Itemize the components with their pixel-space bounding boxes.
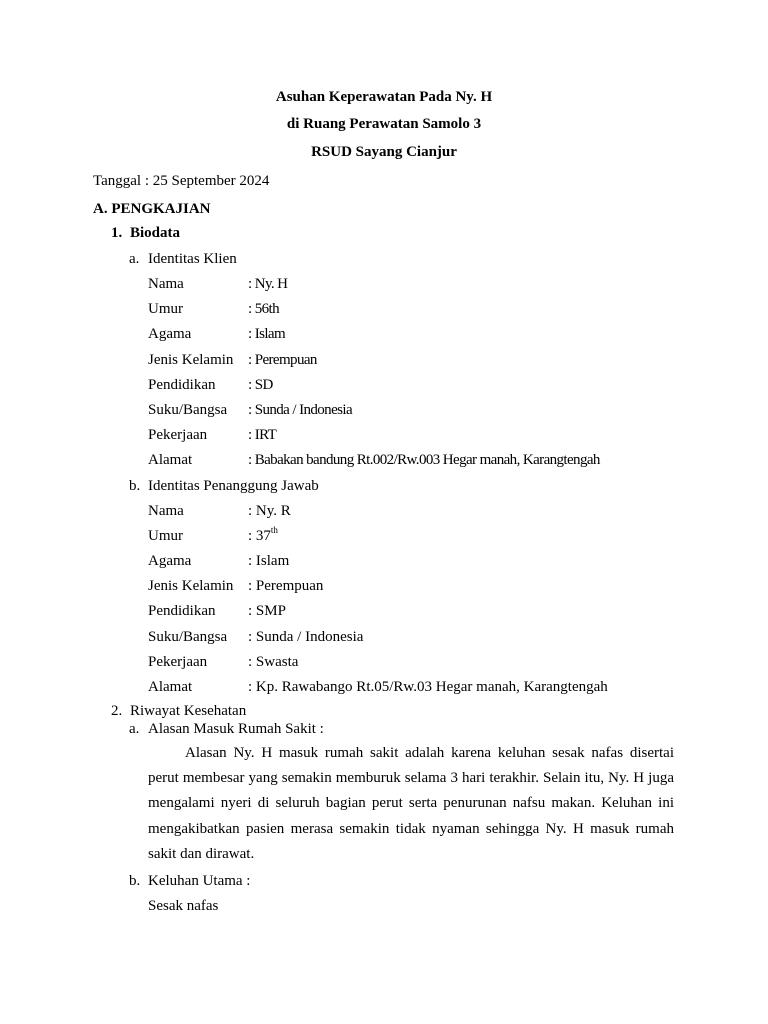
field-value: : Sunda / Indonesia xyxy=(248,629,364,645)
subheading-alasan-masuk: Alasan Masuk Rumah Sakit : xyxy=(148,721,324,737)
subitem-marker-b: b. xyxy=(129,873,141,889)
subheading-identitas-klien: Identitas Klien xyxy=(148,251,237,267)
field-value-with-superscript xyxy=(248,527,278,545)
field-label: Jenis Kelamin xyxy=(148,352,234,368)
field-value: : Perempuan xyxy=(248,352,317,368)
field-label: Umur xyxy=(148,528,183,544)
field-label: Jenis Kelamin xyxy=(148,578,234,594)
date-line: Tanggal : 25 September 2024 xyxy=(93,173,270,189)
document-title: Asuhan Keperawatan Pada Ny. H xyxy=(275,89,493,105)
superscript-unit: th xyxy=(270,525,278,535)
field-value: : Swasta xyxy=(248,654,299,670)
subitem-marker-a: a. xyxy=(129,251,140,267)
field-label: Umur xyxy=(148,301,183,317)
field-value: : Islam xyxy=(248,326,286,342)
field-label: Suku/Bangsa xyxy=(148,402,228,418)
subitem-marker-b: b. xyxy=(129,478,141,494)
field-label: Pendidikan xyxy=(148,603,216,619)
field-value: : 37 xyxy=(248,528,271,544)
field-value: : Sunda / Indonesia xyxy=(248,402,353,418)
field-label: Suku/Bangsa xyxy=(148,629,228,645)
field-value: : IRT xyxy=(248,427,277,443)
field-label: Alamat xyxy=(148,452,193,468)
field-value: : Perempuan xyxy=(248,578,324,594)
subheading-identitas-penanggung-jawab: Identitas Penanggung Jawab xyxy=(148,478,319,494)
alasan-paragraph xyxy=(148,741,674,867)
alasan-paragraph-text: Alasan Ny. H masuk rumah sakit adalah karena keluhan sesak nafas disertai perut membesar yang semakin memburuk selama 3 hari terakhir. Selain itu, Ny. H juga mengalami nyeri di seluruh bagian perut serta penurunan nafsu makan. Keluhan ini mengakibatkan pasien merasa semakin tidak nyaman sehingga Ny. H masuk rumah sakit dan dirawat. xyxy=(148,745,674,862)
field-value: : SMP xyxy=(248,603,286,619)
field-value: : SD xyxy=(248,377,273,393)
field-label: Pekerjaan xyxy=(148,654,208,670)
item-number-1: 1. xyxy=(111,225,123,241)
field-value: : Ny. H xyxy=(248,276,288,292)
field-value: : Babakan bandung Rt.002/Rw.003 Hegar manah, Karangtengah xyxy=(248,452,600,468)
subheading-keluhan-utama: Keluhan Utama : xyxy=(148,873,251,889)
item-label-riwayat-kesehatan: Riwayat Kesehatan xyxy=(130,703,247,719)
field-label: Alamat xyxy=(148,679,193,695)
field-label: Pekerjaan xyxy=(148,427,208,443)
field-value: : Kp. Rawabango Rt.05/Rw.03 Hegar manah, Karangtengah xyxy=(248,679,608,695)
subitem-marker-a: a. xyxy=(129,721,140,737)
field-label: Agama xyxy=(148,553,192,569)
field-value: : Islam xyxy=(248,553,290,569)
item-number-2: 2. xyxy=(111,703,123,719)
document-subtitle-hospital: RSUD Sayang Cianjur xyxy=(311,144,457,160)
field-label: Nama xyxy=(148,503,184,519)
item-label-biodata: Biodata xyxy=(130,225,181,241)
section-heading-pengkajian: A. PENGKAJIAN xyxy=(93,201,211,217)
keluhan-utama-text: Sesak nafas xyxy=(148,898,219,914)
field-label: Nama xyxy=(148,276,184,292)
field-label: Agama xyxy=(148,326,192,342)
document-subtitle-ward: di Ruang Perawatan Samolo 3 xyxy=(286,116,482,132)
field-value: : 56th xyxy=(248,301,279,317)
field-label: Pendidikan xyxy=(148,377,216,393)
field-value: : Ny. R xyxy=(248,503,291,519)
